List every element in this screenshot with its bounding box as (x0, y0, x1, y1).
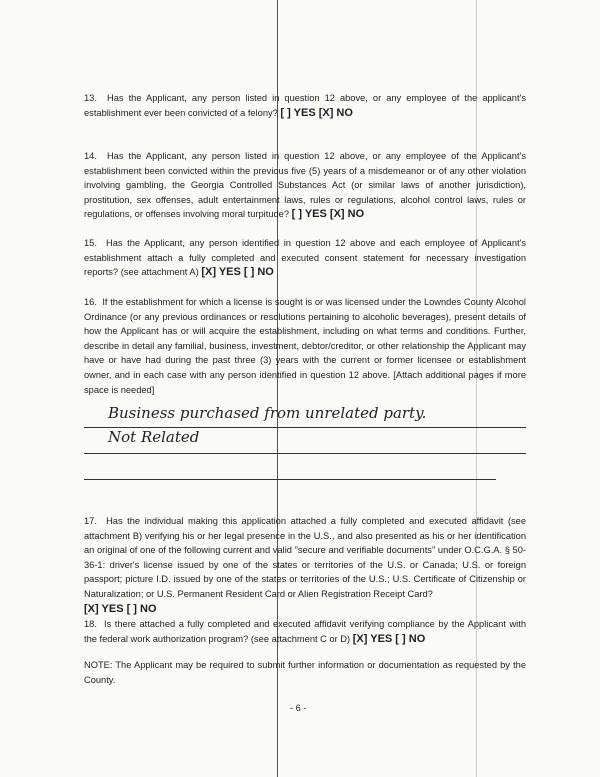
answer-checkbox[interactable]: [ ] YES [X] NO (280, 106, 353, 119)
question-13: 13. Has the Applicant, any person listed in question 12 above, or any employee of the applicant's establishment ever been convicted of a felony? [ ] YES [X] NO (84, 93, 526, 119)
answer-checkbox[interactable]: [X] YES [ ] NO (352, 632, 426, 645)
page-number: - 6 - (290, 703, 307, 713)
handwritten-answer-line-1: Business purchased from unrelated party. (108, 404, 427, 422)
answer-line (84, 479, 496, 480)
handwritten-answer-line-2: Not Related (108, 428, 200, 446)
question-16: 16. If the establishment for which a license is sought is or was licensed under the Lowndes County Alcohol Ordinance (or any previous ordinances or resolutions pertaining to alcoholic beverages), present details of how the Applicant has or will acquire the establishment, including on what terms and conditions. Further, describe in detail any familial, business, investment, debtor/creditor, or other relationship the Applicant may have or have had during the past three (3) years with the current or former licensee or establishment owner, and in each case with any person identified in question 12 above. [Attach additional pages if more space is needed] (84, 297, 526, 395)
question-15: 15. Has the Applicant, any person identified in question 12 above and each employee of Applicant's establishment attach a fully completed and executed consent statement for necessary investigation reports? (see attachment A) [X] YES [ ] NO (84, 238, 526, 279)
question-17: 17. Has the individual making this application attached a fully completed and executed affidavit (see attachment B) verifying his or her legal presence in the U.S., and also presented as his or her identification an original of one of the following current and valid "secure and verifiable documents" under O.C.G.A. § 50-36-1: driver's license issued by one of the states or territories of the U.S. or Canada; U.S. or foreign passport; picture I.D. issued by one of the states or territories of the U.S.; U.S. Certificate of Citizenship or Naturalization; or U.S. Permanent Resident Card or Alien Registration Receipt Card? [X] YES [ ] NO (84, 516, 526, 615)
question-18: 18. Is there attached a fully completed and executed affidavit verifying compliance by the Applicant with the federal work authorization program? (see attachment C or D) [X] YES [ ] NO (84, 619, 526, 645)
note: NOTE: The Applicant may be required to submit further information or documentation as requested by the County. (84, 660, 526, 685)
answer-checkbox[interactable]: [X] YES [ ] NO (201, 266, 274, 279)
answer-checkbox[interactable]: [ ] YES [X] NO (291, 208, 365, 221)
question-14: 14. Has the Applicant, any person listed in question 12 above, or any employee of the Applicant's establishment been convicted within the previous five (5) years of a misdemeanor or of any other violation involving gambling, the Georgia Controlled Substances Act (or similar laws of another jurisdiction), prostitution, sex offenses, adult entertainment laws, rules or regulations, alcohol control laws, rules or regulations, or offenses involving moral turpitude? [ ] YES [X] NO (84, 151, 526, 221)
answer-line (84, 453, 526, 454)
answer-line (84, 427, 526, 428)
answer-checkbox[interactable]: [X] YES [ ] NO (84, 602, 157, 615)
